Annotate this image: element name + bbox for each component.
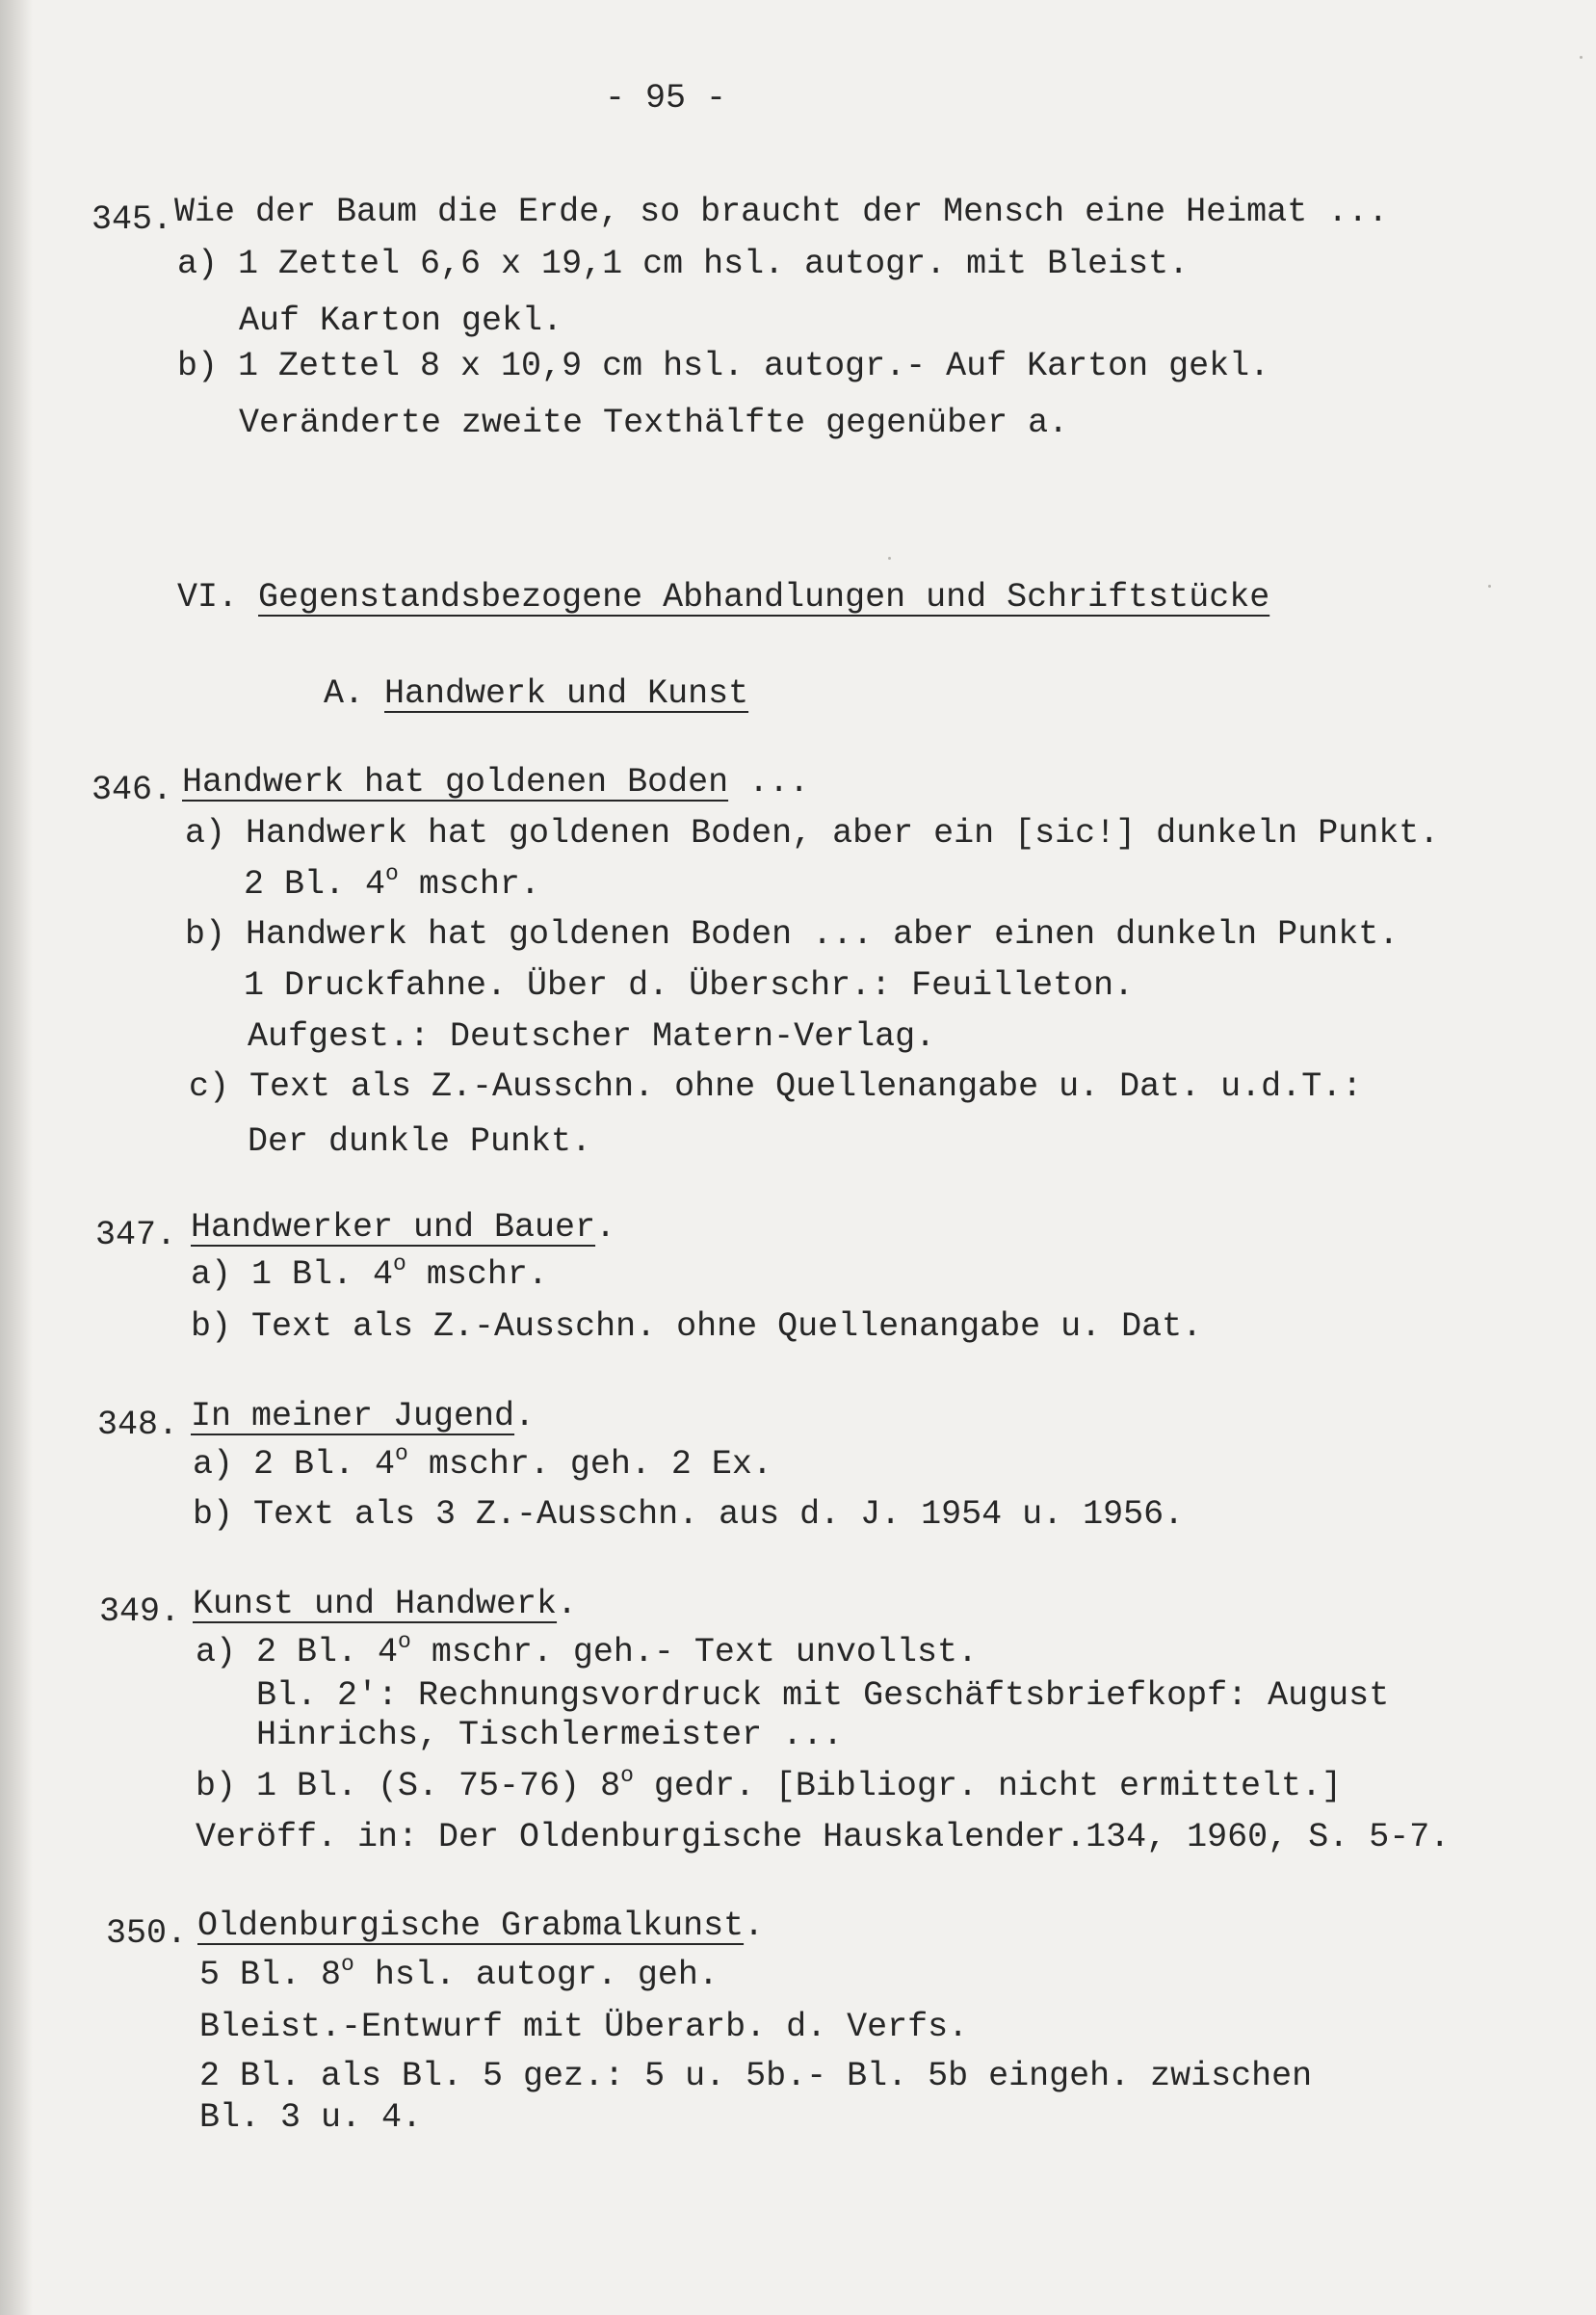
- section-heading: [177, 578, 1269, 617]
- entry-350-line4: Bl. 3 u. 4.: [199, 2098, 423, 2137]
- entry-title-350: Oldenburgische Grabmalkunst: [197, 1907, 745, 1945]
- entry-title-347: Handwerker und Bauer: [191, 1208, 596, 1247]
- entry-345-b-line1: b) 1 Zettel 8 x 10,9 cm hsl. autogr.- Auf Karton gekl.: [177, 347, 1270, 385]
- entry-349-a-line2: Bl. 2': Rechnungsvordruck mit Geschäftsbriefkopf: August: [256, 1676, 1390, 1715]
- subsection-heading: [324, 674, 748, 713]
- entry-number-349: 349.: [99, 1592, 181, 1631]
- entry-number-345: 345.: [92, 200, 173, 239]
- binding-shadow: [0, 0, 33, 2315]
- entry-number-350: 350.: [106, 1914, 188, 1953]
- entry-349-a-line1: a) 2 Bl. 4$^o$ mschr. geh.- Text unvollst.: [196, 1629, 978, 1671]
- entry-title-350-line: [197, 1907, 764, 1945]
- entry-number-347: 347.: [95, 1216, 177, 1254]
- entry-349-b-line1: b) 1 Bl. (S. 75-76) 8$^o$ gedr. [Bibliogr. nicht ermittelt.]: [196, 1763, 1343, 1805]
- entry-349-a-line3: Hinrichs, Tischlermeister ...: [256, 1716, 844, 1754]
- entry-346-b-line2: 1 Druckfahne. Über d. Überschr.: Feuilleton.: [244, 966, 1135, 1005]
- entry-350-line2: Bleist.-Entwurf mit Überarb. d. Verfs.: [199, 2008, 969, 2046]
- section-title: Gegenstandsbezogene Abhandlungen und Schriftstücke: [258, 578, 1270, 617]
- entry-348-b-line: b) Text als 3 Z.-Ausschn. aus d. J. 1954 u. 1956.: [193, 1495, 1185, 1534]
- entry-345-b-line2: Veränderte zweite Texthälfte gegenüber a.: [239, 404, 1069, 442]
- entry-350-line1: 5 Bl. 8$^o$ hsl. autogr. geh.: [199, 1952, 719, 1994]
- entry-title-350-suffix: .: [744, 1907, 765, 1945]
- entry-347-b-line: b) Text als Z.-Ausschn. ohne Quellenangabe u. Dat.: [191, 1307, 1203, 1346]
- entry-345-a-line1: a) 1 Zettel 6,6 x 19,1 cm hsl. autogr. mit Bleist.: [177, 245, 1190, 283]
- entry-title-349-line: [193, 1585, 577, 1623]
- subsection-title: Handwerk und Kunst: [384, 674, 749, 713]
- entry-title-349: Kunst und Handwerk: [193, 1585, 558, 1623]
- subsection-letter: A.: [324, 674, 365, 713]
- entry-346-a-line1: a) Handwerk hat goldenen Boden, aber ein [sic!] dunkeln Punkt.: [185, 814, 1440, 853]
- paper-speck: [888, 557, 891, 560]
- entry-346-c-line2: Der dunkle Punkt.: [248, 1122, 592, 1161]
- entry-title-346-line: [182, 763, 809, 802]
- entry-title-346: Handwerk hat goldenen Boden: [182, 763, 729, 802]
- entry-title-347-line: [191, 1208, 615, 1247]
- entry-346-a-line2: 2 Bl. 4$^o$ mschr.: [244, 861, 540, 904]
- entry-number-346: 346.: [92, 771, 173, 809]
- entry-title-346-suffix: ...: [728, 763, 810, 802]
- entry-title-348-line: [191, 1397, 535, 1435]
- entry-350-line3: 2 Bl. als Bl. 5 gez.: 5 u. 5b.- Bl. 5b eingeh. zwischen: [199, 2057, 1313, 2095]
- entry-title-345: Wie der Baum die Erde, so braucht der Mensch eine Heimat ...: [174, 193, 1389, 231]
- entry-title-348: In meiner Jugend: [191, 1397, 515, 1435]
- entry-346-c-line1: c) Text als Z.-Ausschn. ohne Quellenangabe u. Dat. u.d.T.:: [189, 1067, 1363, 1106]
- entry-349-b-line2: Veröff. in: Der Oldenburgische Hauskalender.134, 1960, S. 5-7.: [196, 1818, 1451, 1856]
- entry-345-a-line2: Auf Karton gekl.: [239, 302, 563, 340]
- entry-title-349-suffix: .: [557, 1585, 578, 1623]
- entry-346-b-line3: Aufgest.: Deutscher Matern-Verlag.: [248, 1017, 936, 1056]
- section-number: VI.: [177, 578, 239, 617]
- entry-title-348-suffix: .: [514, 1397, 536, 1435]
- entry-348-a-line: a) 2 Bl. 4$^o$ mschr. geh. 2 Ex.: [193, 1441, 772, 1484]
- paper-speck: [1580, 56, 1583, 59]
- entry-347-a-line: a) 1 Bl. 4$^o$ mschr.: [191, 1251, 548, 1294]
- paper-speck: [1488, 585, 1491, 588]
- entry-346-b-line1: b) Handwerk hat goldenen Boden ... aber einen dunkeln Punkt.: [185, 915, 1400, 954]
- entry-title-347-suffix: .: [595, 1208, 616, 1247]
- page-number: - 95 -: [605, 79, 727, 118]
- entry-number-348: 348.: [97, 1406, 179, 1444]
